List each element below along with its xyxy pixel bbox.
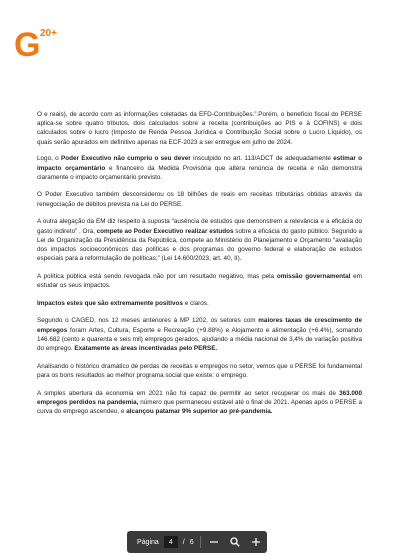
text-span: insculpido no art. 113/ADCT de adequadamente [190, 155, 334, 163]
paragraph [37, 154, 362, 182]
logo-superscript: 20+ [40, 28, 57, 39]
text-span: A outra alegação da EM diz respeito à suposta “ausência de estudos que demonstrem a relevância e a eficácia do gasto indireto” . Ora, [37, 218, 362, 235]
text-span: O Poder Executivo também desconsiderou os 18 bilhões de reais em receitas tributárias obtidas através da renegociação de débitos prevista na Lei do PERSE. [37, 191, 362, 208]
text-span: em estudar os seus impactos. [37, 272, 362, 290]
total-pages: 6 [189, 538, 194, 546]
magnifier-icon [230, 537, 240, 547]
bold-span: Exatamente as áreas incentivadas pelo PERSE. [74, 345, 218, 353]
paragraph [37, 389, 362, 417]
paragraph [37, 299, 362, 308]
zoom-button[interactable] [227, 534, 243, 550]
text-span: Logo, o [37, 155, 61, 163]
text-span: número que permaneceu estável até o final de 2021. Apenas após o PERSE a curva do emprego ascendeu, e [37, 398, 362, 416]
paragraph [37, 272, 362, 290]
header-logo [14, 26, 74, 66]
bold-span: Impactos estes que são extremamente positivos [37, 299, 183, 307]
page-label: Página [137, 538, 159, 546]
bold-span: compete ao Poder Executivo realizar estudos [96, 227, 234, 235]
text-span: Analisando o histórico dramático de perdas de receitas e empregos no setor, vemos que o PERSE foi fundamental para os bons resultados ao melhor programa social que existe: o emprego. [37, 362, 362, 379]
document-body [37, 110, 362, 424]
zoom-out-button[interactable] [206, 534, 222, 550]
bold-span: omissão governamental [276, 272, 351, 280]
paragraph [37, 217, 362, 263]
paragraph [37, 316, 362, 353]
text-span: A política pública está sendo revogada não por um resultado negativo, mas pela [37, 272, 277, 280]
page-separator: / [182, 538, 185, 546]
text-span: Segundo o CAGED, nos 12 meses anteriores à MP 1202, os setores com [37, 317, 259, 325]
text-span: e claros. [182, 299, 209, 307]
minus-icon [210, 538, 218, 546]
text-span: O e reais), de acordo com as informações coletadas da EFD-Contribuições.”.Porém, o benefício fiscal do PERSE aplica-se sobre quatro tributos, dois calculados sobre a receita (contribuições ao PIS e à COFINS) e dois calculados sobre o lucro (Imposto de Renda Pessoa Jurídica e Contribuição Social sobre o Lucro Líquido), os quais serão apurados em definitivo apenas na ECF-2023 a ser entregue em julho de 2024. [37, 111, 362, 146]
paragraph [37, 110, 362, 147]
paragraph [37, 190, 362, 208]
text-span: e financeiro da Medida Provisória que altera renúncia de receita e não demonstra claramente o impacto orçamentário previsto. [37, 164, 362, 181]
pdf-viewer-toolbar [127, 531, 267, 553]
toolbar-divider [200, 536, 201, 548]
bold-span: estimar o impacto orçamentário [37, 155, 362, 172]
text-span: A simples abertura da economia em 2021 não foi capaz de permitir ao setor recuperar os mais de [37, 389, 340, 397]
bold-span: alcançou patamar 9% superior ao pré-pandemia. [126, 408, 273, 416]
bold-span: 363.000 empregos perdidos na pandemia, [37, 389, 362, 406]
plus-icon [252, 538, 260, 546]
paragraph [37, 362, 362, 380]
text-span: sobre a eficácia do gasto público. Segundo a Lei de Organização da Presidência da República, compete ao Ministério do Planejamento e Orçamento “avaliação dos impactos socioeconômicos das políticas e dos programas do governo federal e elaboração de estudos especiais para a reformulação de políticas;” (Lei 14.600/2023, art. 40, II). [37, 227, 363, 263]
text-span: foram Artes, Cultura, Esporte e Recreação (+9.88%) e Alojamento e alimentação (+6.4%), somando 146.682 (cento e quarenta e seis mil) empregos gerados, ajudando a média nacional de 3,4% de variação positiva do emprego. [37, 326, 362, 353]
current-page-input[interactable]: 4 [164, 536, 178, 548]
logo-letter: G [14, 26, 41, 64]
zoom-in-button[interactable] [248, 534, 264, 550]
bold-span: Poder Executivo não cumpriu o seu dever [61, 155, 191, 163]
bold-span: maiores taxas de crescimento de empregos [37, 317, 362, 334]
